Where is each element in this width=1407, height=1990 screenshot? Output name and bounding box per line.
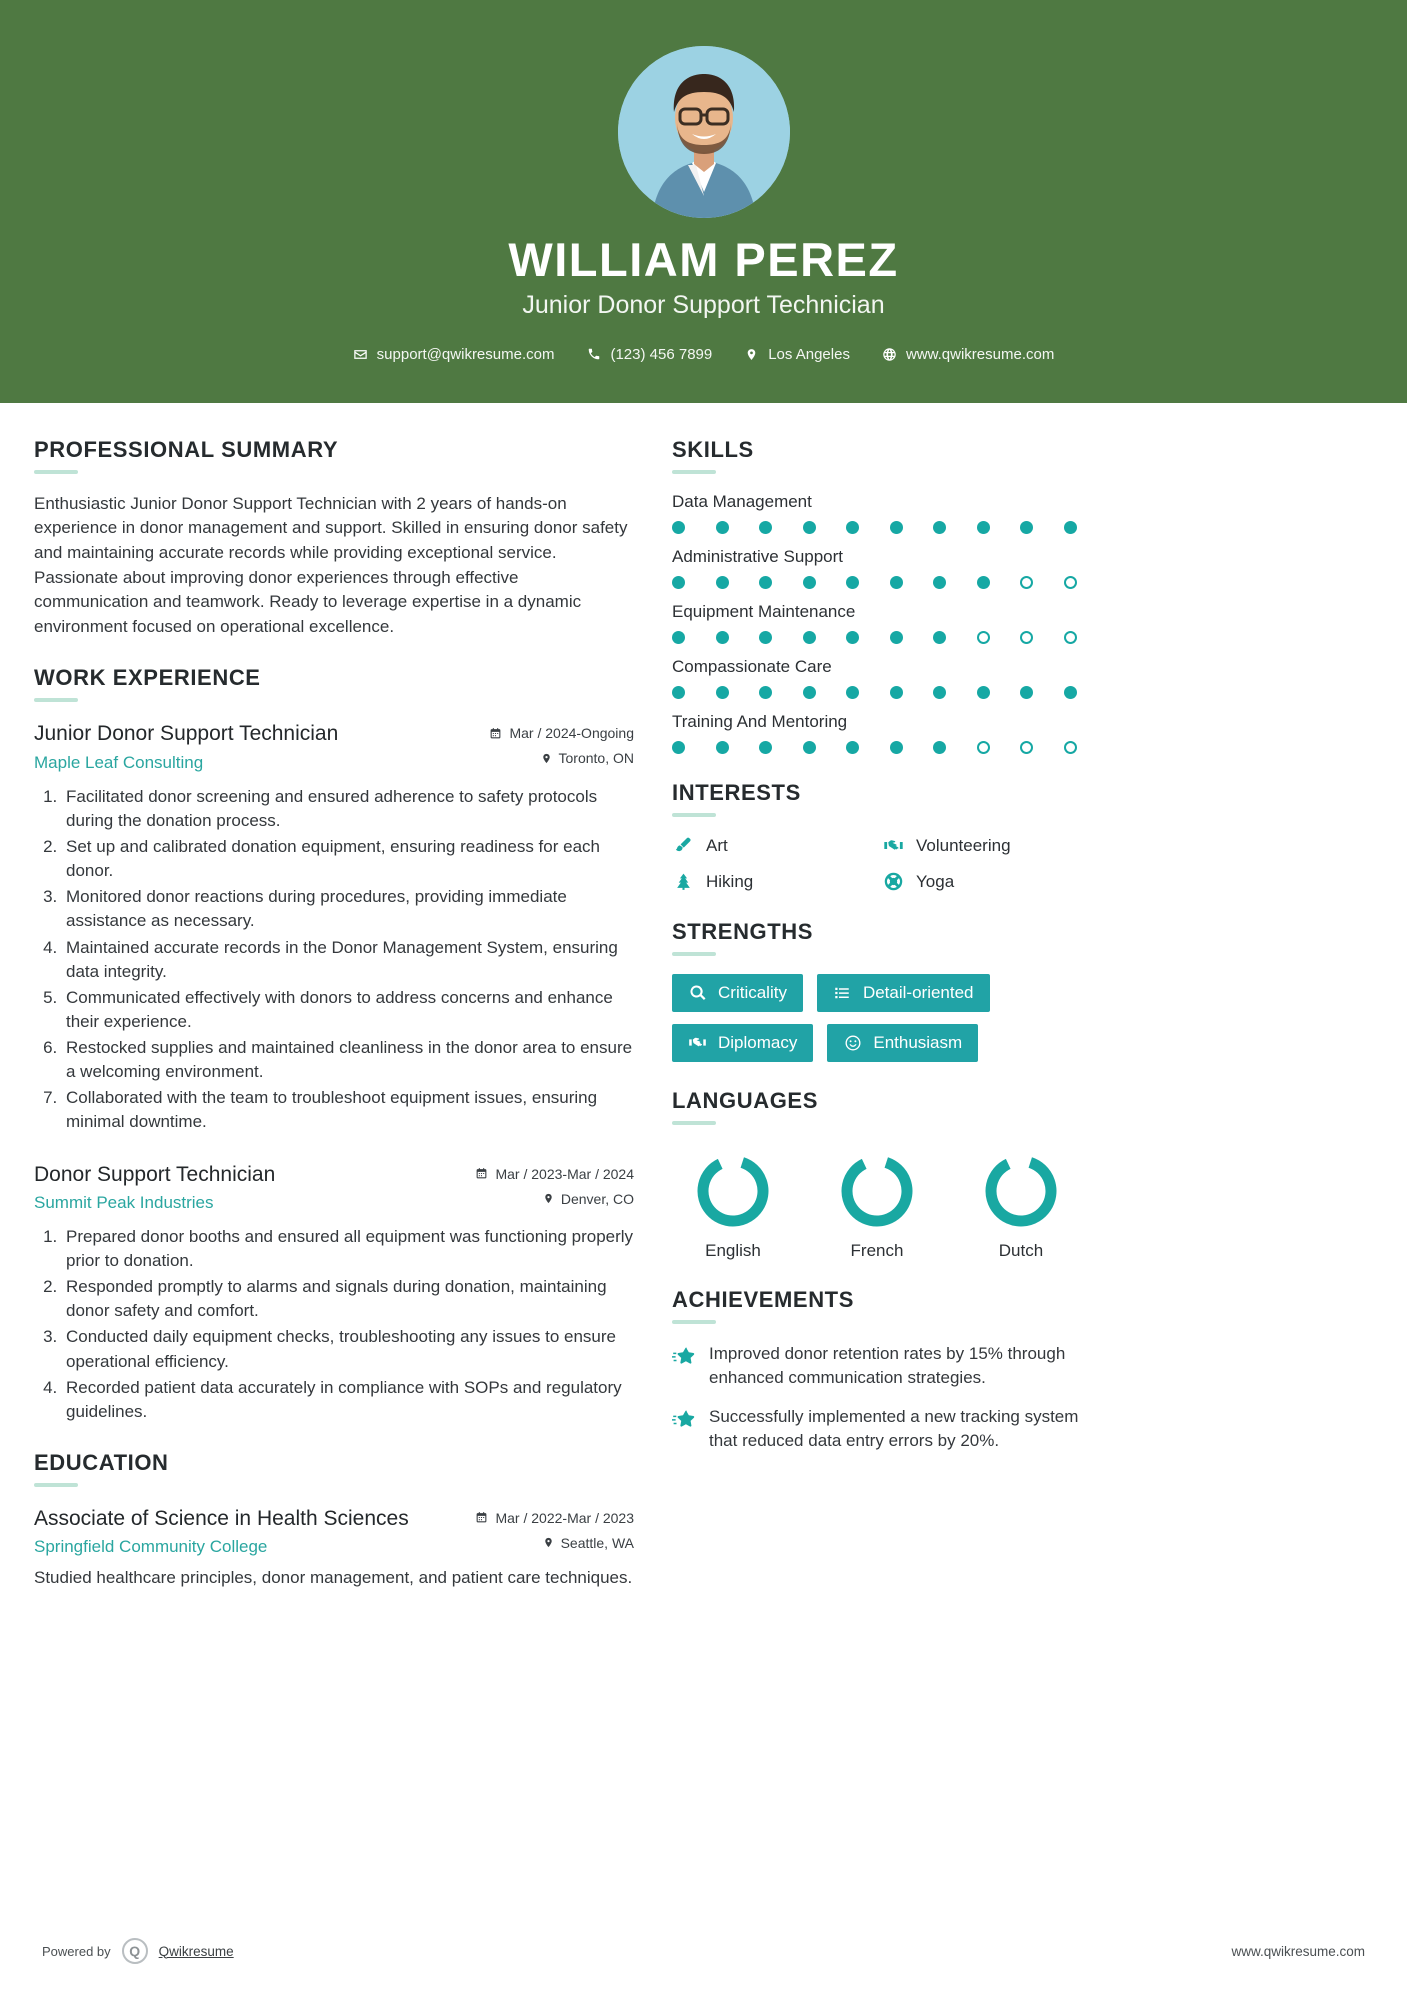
skill-dot-filled: [672, 576, 685, 589]
work-entry-meta: [489, 720, 634, 766]
calendar-icon: [489, 727, 502, 740]
skill-dot-filled: [759, 576, 772, 589]
work-bullets: [34, 1225, 634, 1424]
right-column: [664, 437, 1373, 1916]
work-bullet: 6. Restocked supplies and maintained cleanliness in the donor area to ensure a welcoming environment.: [62, 1036, 634, 1084]
section-rule: [672, 952, 716, 956]
contact-location-text: Los Angeles: [768, 345, 850, 363]
brand-mark: Q: [129, 1943, 141, 1959]
interest-label: Art: [706, 835, 728, 855]
section-rule: [672, 1320, 716, 1324]
interest-item: [882, 835, 1082, 857]
qwikresume-logo-icon: [122, 1938, 148, 1964]
work-bullet: 1. Facilitated donor screening and ensured adherence to safety protocols during the donation process.: [62, 785, 634, 833]
language-donut-chart: [979, 1149, 1063, 1233]
skill-dot-filled: [803, 686, 816, 699]
skill-dot-empty: [1064, 741, 1077, 754]
skill-dot-filled: [890, 686, 903, 699]
tree-icon: [672, 871, 694, 893]
work-date: [475, 1166, 634, 1182]
strength-label: Enthusiasm: [873, 1032, 963, 1052]
section-title: STRENGTHS: [672, 918, 814, 944]
work-entry-titles: [34, 720, 489, 772]
language-item: [966, 1149, 1076, 1261]
skill-label: Training And Mentoring: [672, 711, 848, 731]
skill-dot-filled: [846, 741, 859, 754]
skill-dot-filled: [759, 741, 772, 754]
resume-body: [0, 403, 1407, 1916]
work-location: [475, 1191, 634, 1207]
skill-dot-filled: [933, 686, 946, 699]
skill-dot-filled: [933, 576, 946, 589]
skill-dot-filled: [716, 521, 729, 534]
resume-footer: [0, 1916, 1407, 1990]
donut-arc: [703, 1162, 763, 1221]
section-education: [34, 1450, 634, 1591]
education-date-text: Mar / 2022-Mar / 2023: [495, 1509, 634, 1526]
envelope-icon: [353, 347, 368, 362]
skill-dot-filled: [977, 686, 990, 699]
handshake-icon: [882, 835, 904, 857]
interests-grid: [672, 835, 1082, 893]
skill-dot-filled: [1064, 686, 1077, 699]
education-location-text: Seattle, WA: [560, 1534, 634, 1551]
skill-dot-filled: [1020, 521, 1033, 534]
work-bullet: 5. Communicated effectively with donors to address concerns and enhance their experience.: [62, 986, 634, 1034]
location-pin-icon: [744, 347, 759, 362]
skill-dot-filled: [846, 521, 859, 534]
education-description: Studied healthcare principles, donor management, and patient care techniques.: [34, 1568, 633, 1588]
skill-dot-filled: [672, 741, 685, 754]
section-skills: [672, 437, 1373, 754]
section-rule: [34, 698, 78, 702]
list-icon: [833, 983, 852, 1002]
education-entry: [34, 1505, 634, 1591]
section-title: SKILLS: [672, 436, 754, 462]
skill-dot-filled: [716, 686, 729, 699]
section-title: LANGUAGES: [672, 1087, 818, 1113]
skill-dot-filled: [803, 741, 816, 754]
skill-dot-filled: [933, 521, 946, 534]
section-title: ACHIEVEMENTS: [672, 1286, 854, 1312]
donut-arc: [991, 1162, 1051, 1221]
strength-label: Diplomacy: [718, 1032, 798, 1052]
language-label: French: [850, 1240, 904, 1260]
work-entry-header: [34, 1161, 634, 1213]
skill-rating: [672, 686, 1077, 699]
calendar-icon: [475, 1511, 488, 1524]
skill-label: Data Management: [672, 491, 812, 511]
education-school[interactable]: Springfield Community College: [34, 1537, 268, 1557]
strength-badge-detail-oriented: [817, 974, 990, 1012]
contact-location[interactable]: [744, 346, 850, 363]
contact-email-text: support@qwikresume.com: [376, 345, 555, 363]
work-date: [489, 725, 634, 741]
skill-dot-empty: [1064, 631, 1077, 644]
section-rule: [34, 470, 78, 474]
skill-dot-filled: [672, 686, 685, 699]
work-role: Junior Donor Support Technician: [34, 722, 339, 746]
powered-by-label: Powered by: [42, 1943, 111, 1959]
language-donut-chart: [835, 1149, 919, 1233]
work-bullet: 4. Recorded patient data accurately in compliance with SOPs and regulatory guidelines.: [62, 1376, 634, 1424]
paintbrush-icon: [672, 835, 694, 857]
contact-phone-text: (123) 456 7899: [610, 345, 713, 363]
avatar: [618, 46, 790, 218]
skill-rating: [672, 576, 1077, 589]
skill-row: [672, 492, 1373, 534]
work-entry: [34, 720, 634, 1134]
work-bullet: 2. Responded promptly to alarms and signals during donation, maintaining donor safety and comfort.: [62, 1275, 634, 1323]
work-entry-header: [34, 720, 634, 772]
section-title: INTERESTS: [672, 779, 801, 805]
work-company[interactable]: Summit Peak Industries: [34, 1192, 214, 1212]
strength-label: Detail-oriented: [862, 982, 974, 1002]
section-rule: [34, 1483, 78, 1487]
interest-item: [672, 835, 872, 857]
work-location: [489, 750, 634, 766]
skill-dot-filled: [759, 521, 772, 534]
languages-list: [672, 1143, 1082, 1261]
language-label: English: [705, 1240, 761, 1260]
skill-dot-filled: [672, 521, 685, 534]
work-location-text: Toronto, ON: [558, 750, 634, 767]
skill-row: [672, 602, 1373, 644]
section-title: EDUCATION: [34, 1449, 169, 1475]
strength-badge-diplomacy: [672, 1024, 813, 1062]
skill-dot-filled: [672, 631, 685, 644]
work-company[interactable]: Maple Leaf Consulting: [34, 752, 204, 772]
work-bullet: 7. Collaborated with the team to troubleshoot equipment issues, ensuring minimal downtime.: [62, 1086, 634, 1134]
contact-email[interactable]: [353, 346, 555, 363]
skill-dot-empty: [977, 631, 990, 644]
skill-dot-empty: [1064, 576, 1077, 589]
skill-dot-filled: [803, 631, 816, 644]
globe-icon: [882, 347, 897, 362]
education-entry-meta: [475, 1505, 634, 1551]
skill-dot-filled: [890, 521, 903, 534]
work-bullet: 2. Set up and calibrated donation equipment, ensuring readiness for each donor.: [62, 835, 634, 883]
work-role: Donor Support Technician: [34, 1162, 276, 1186]
star-icon: [672, 1405, 696, 1429]
lifebuoy-icon: [882, 871, 904, 893]
skill-label: Equipment Maintenance: [672, 601, 856, 621]
skill-dot-filled: [716, 631, 729, 644]
skill-dot-filled: [1020, 686, 1033, 699]
skill-dot-filled: [803, 576, 816, 589]
contact-website[interactable]: [882, 346, 1054, 363]
page-title: WILLIAM PEREZ: [508, 233, 899, 286]
skill-row: [672, 657, 1373, 699]
interest-label: Hiking: [706, 871, 754, 891]
section-title: PROFESSIONAL SUMMARY: [34, 436, 339, 462]
work-bullet: 4. Maintained accurate records in the Donor Management System, ensuring data integrity.: [62, 936, 634, 984]
achievement-text: Successfully implemented a new tracking system that reduced data entry errors by 20%.: [709, 1406, 1079, 1450]
skill-label: Administrative Support: [672, 546, 844, 566]
achievement-text: Improved donor retention rates by 15% through enhanced communication strategies.: [709, 1343, 1066, 1387]
section-interests: [672, 780, 1373, 893]
skill-rating: [672, 741, 1077, 754]
strength-label: Criticality: [718, 982, 787, 1002]
resume-header: [0, 0, 1407, 403]
skill-dot-empty: [1020, 631, 1033, 644]
work-date-text: Mar / 2024-Ongoing: [509, 725, 634, 742]
work-bullet: 3. Monitored donor reactions during procedures, providing immediate assistance as necessary.: [62, 885, 634, 933]
skill-dot-filled: [846, 576, 859, 589]
work-bullets: [34, 785, 634, 1135]
section-rule: [672, 470, 716, 474]
handshake-icon: [688, 1033, 707, 1052]
avatar-photo-icon: [618, 46, 790, 218]
education-entry-titles: [34, 1505, 475, 1557]
skill-dot-filled: [977, 576, 990, 589]
achievement-item: [672, 1342, 1084, 1390]
magnifier-icon: [688, 983, 707, 1002]
education-date: [475, 1510, 634, 1526]
location-pin-icon: [543, 1192, 554, 1205]
skill-rating: [672, 521, 1077, 534]
footer-brand: [42, 1938, 234, 1964]
skill-dot-filled: [890, 741, 903, 754]
footer-website[interactable]: www.qwikresume.com: [1231, 1943, 1365, 1959]
skill-rating: [672, 631, 1077, 644]
skill-dot-empty: [977, 741, 990, 754]
skill-dot-filled: [716, 741, 729, 754]
calendar-icon: [475, 1167, 488, 1180]
brand-link[interactable]: Qwikresume: [158, 1943, 234, 1959]
section-title: WORK EXPERIENCE: [34, 665, 261, 691]
language-donut-chart: [691, 1149, 775, 1233]
interest-item: [672, 871, 872, 893]
contact-website-text: www.qwikresume.com: [905, 345, 1055, 363]
skill-dot-filled: [977, 521, 990, 534]
skill-dot-filled: [890, 631, 903, 644]
education-degree: Associate of Science in Health Sciences: [34, 1506, 409, 1530]
skill-label: Compassionate Care: [672, 656, 832, 676]
strengths-list: [672, 974, 1082, 1062]
smiley-icon: [843, 1033, 862, 1052]
phone-icon: [586, 347, 601, 362]
achievement-item: [672, 1405, 1084, 1453]
location-pin-icon: [543, 1536, 554, 1549]
section-work-experience: [34, 665, 634, 1423]
section-strengths: [672, 919, 1373, 1062]
skill-dot-filled: [846, 686, 859, 699]
skill-dot-filled: [933, 741, 946, 754]
left-column: [34, 437, 634, 1916]
skill-row: [672, 547, 1373, 589]
skill-dot-empty: [1020, 576, 1033, 589]
skill-dot-empty: [1020, 741, 1033, 754]
skill-dot-filled: [933, 631, 946, 644]
section-rule: [672, 813, 716, 817]
skill-dot-filled: [759, 631, 772, 644]
work-bullet: 3. Conducted daily equipment checks, troubleshooting any issues to ensure operational efficiency.: [62, 1325, 634, 1373]
section-achievements: [672, 1287, 1373, 1454]
skill-dot-filled: [803, 521, 816, 534]
location-pin-icon: [541, 752, 552, 765]
skill-dot-filled: [716, 576, 729, 589]
skill-dot-filled: [846, 631, 859, 644]
education-entry-header: [34, 1505, 634, 1557]
skill-dot-filled: [1064, 521, 1077, 534]
skill-dot-filled: [759, 686, 772, 699]
star-icon: [672, 1342, 696, 1366]
skill-dot-filled: [890, 576, 903, 589]
interest-item: [882, 871, 1082, 893]
work-entry-meta: [475, 1161, 634, 1207]
language-item: [822, 1149, 932, 1261]
summary-text: Enthusiastic Junior Donor Support Technician with 2 years of hands-on experience in donor management and support. Skilled in ensuring donor safety and maintaining accurate records while providing exceptional service. Passionate about improving donor experiences through effective communication and teamwork. Ready to leverage expertise in a dynamic environment focused on operational excellence.: [34, 493, 628, 636]
skill-row: [672, 712, 1373, 754]
header-subtitle: Junior Donor Support Technician: [522, 290, 885, 319]
strength-badge-criticality: [672, 974, 803, 1012]
strength-badge-enthusiasm: [827, 1024, 978, 1062]
contact-row: [0, 346, 1407, 363]
language-label: Dutch: [998, 1240, 1044, 1260]
education-location: [475, 1535, 634, 1551]
work-bullet: 1. Prepared donor booths and ensured all equipment was functioning properly prior to donation.: [62, 1225, 634, 1273]
contact-phone[interactable]: [586, 346, 712, 363]
work-entry-titles: [34, 1161, 475, 1213]
section-rule: [672, 1121, 716, 1125]
language-item: [678, 1149, 788, 1261]
donut-arc: [847, 1162, 907, 1221]
work-date-text: Mar / 2023-Mar / 2024: [495, 1165, 634, 1182]
work-location-text: Denver, CO: [560, 1190, 634, 1207]
interest-label: Yoga: [916, 871, 955, 891]
section-professional-summary: [34, 437, 634, 640]
interest-label: Volunteering: [916, 835, 1011, 855]
section-languages: [672, 1088, 1373, 1261]
work-entry: [34, 1161, 634, 1424]
